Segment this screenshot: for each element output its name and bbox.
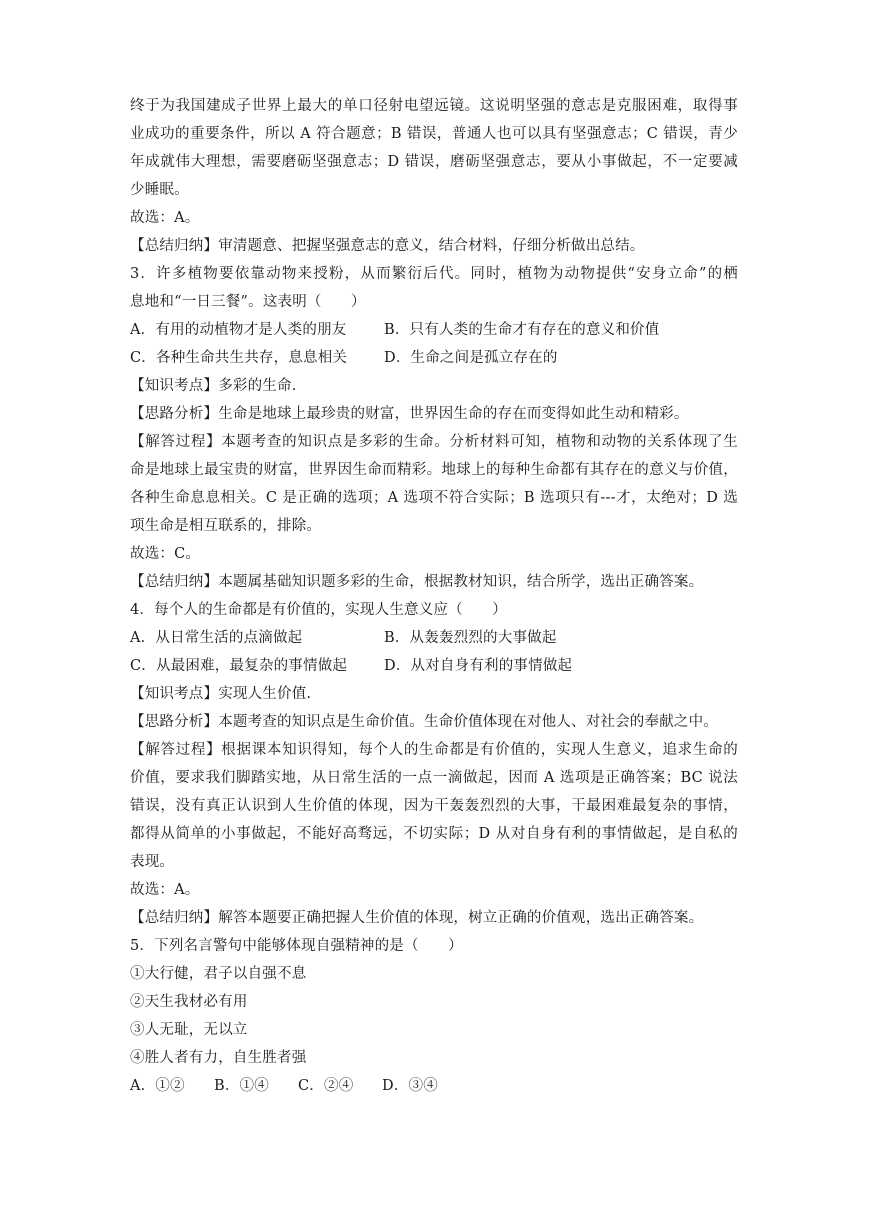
- option-row: [130, 316, 738, 344]
- text-line: 【总结归纳】本题属基础知识题多彩的生命，根据教材知识，结合所学，选出正确答案。: [130, 574, 704, 590]
- document-page: [130, 92, 738, 1100]
- text-line: 【总结归纳】解答本题要正确把握人生价值的体现，树立正确的价值观，选出正确答案。: [130, 910, 704, 926]
- option-row: [130, 624, 738, 652]
- text-line: 各种生命息息相关。C 是正确的选项；A 选项不符合实际；B 选项只有---才，太绝对；D 选: [130, 490, 738, 506]
- text-line: 息地和“一日三餐”。这表明（ ）: [130, 294, 366, 310]
- text-line: 【解答过程】根据课本知识得知，每个人的生命都是有价值的，实现人生意义，追求生命的: [130, 742, 738, 758]
- text-line: ②天生我材必有用: [130, 994, 248, 1010]
- text-line: 错误，没有真正认识到人生价值的体现，因为干轰轰烈烈的大事，干最困难最复杂的事情，: [130, 798, 738, 814]
- text-line: 终于为我国建成子世界上最大的单口径射电望远镜。这说明坚强的意志是克服困难，取得事: [130, 98, 738, 114]
- answer-option: D．从对自身有利的事情做起: [384, 658, 573, 674]
- text-line: 【总结归纳】审清题意、把握坚强意志的意义，结合材料，仔细分析做出总结。: [130, 238, 645, 254]
- option-row: [130, 344, 738, 372]
- text-line: 【知识考点】多彩的生命.: [130, 378, 297, 394]
- text-line: 5．下列名言警句中能够体现自强精神的是（ ）: [130, 938, 463, 954]
- answer-option: A．从日常生活的点滴做起: [130, 630, 303, 646]
- answer-option: C．各种生命共生共存，息息相关: [130, 350, 348, 366]
- text-line: 命是地球上最宝贵的财富，世界因生命而精彩。地球上的每种生命都有其存在的意义与价值，: [130, 462, 738, 478]
- answer-option: C．②④: [298, 1078, 354, 1094]
- text-line: 项生命是相互联系的，排除。: [130, 518, 322, 534]
- text-line: 4．每个人的生命都是有价值的，实现人生意义应（ ）: [130, 602, 507, 618]
- answer-option: D．③④: [382, 1078, 438, 1094]
- answer-option: B．从轰轰烈烈的大事做起: [384, 630, 557, 646]
- text-line: 3．许多植物要依靠动物来授粉，从而繁衍后代。同时，植物为动物提供“安身立命”的栖: [130, 266, 738, 282]
- text-line: 少睡眠。: [130, 182, 189, 198]
- text-line: 【思路分析】本题考查的知识点是生命价值。生命价值体现在对他人、对社会的奉献之中。: [130, 714, 718, 730]
- text-line: ①大行健，君子以自强不息: [130, 966, 307, 982]
- text-line: 业成功的重要条件，所以 A 符合题意；B 错误，普通人也可以具有坚强意志；C 错误，青少: [130, 126, 738, 142]
- answer-option: B．只有人类的生命才有存在的意义和价值: [384, 322, 660, 338]
- text-line: 都得从简单的小事做起，不能好高骛远，不切实际；D 从对自身有利的事情做起，是自私的: [130, 826, 738, 842]
- text-line: 【解答过程】本题考查的知识点是多彩的生命。分析材料可知，植物和动物的关系体现了生: [130, 434, 738, 450]
- text-line: 故选：C。: [130, 546, 201, 562]
- answer-option: D．生命之间是孤立存在的: [384, 350, 558, 366]
- answer-option: A．有用的动植物才是人类的朋友: [130, 322, 347, 338]
- text-line: 故选：A。: [130, 882, 200, 898]
- option-row: [130, 1072, 738, 1100]
- text-line: ③人无耻，无以立: [130, 1022, 248, 1038]
- text-line: 表现。: [130, 854, 175, 870]
- answer-option: B．①④: [214, 1078, 269, 1094]
- text-line: 年成就伟大理想，需要磨砺坚强意志；D 错误，磨砺坚强意志，要从小事做起，不一定要减: [130, 154, 738, 170]
- answer-option: C．从最困难，最复杂的事情做起: [130, 658, 348, 674]
- text-line: 价值，要求我们脚踏实地，从日常生活的一点一滴做起，因而 A 选项是正确答案；BC 说法: [130, 770, 738, 786]
- text-line: 故选：A。: [130, 210, 200, 226]
- option-row: [130, 652, 738, 680]
- text-line: ④胜人者有力，自生胜者强: [130, 1050, 307, 1066]
- text-line: 【知识考点】实现人生价值.: [130, 686, 312, 702]
- text-line: 【思路分析】生命是地球上最珍贵的财富，世界因生命的存在而变得如此生动和精彩。: [130, 406, 689, 422]
- answer-option: A．①②: [130, 1078, 185, 1094]
